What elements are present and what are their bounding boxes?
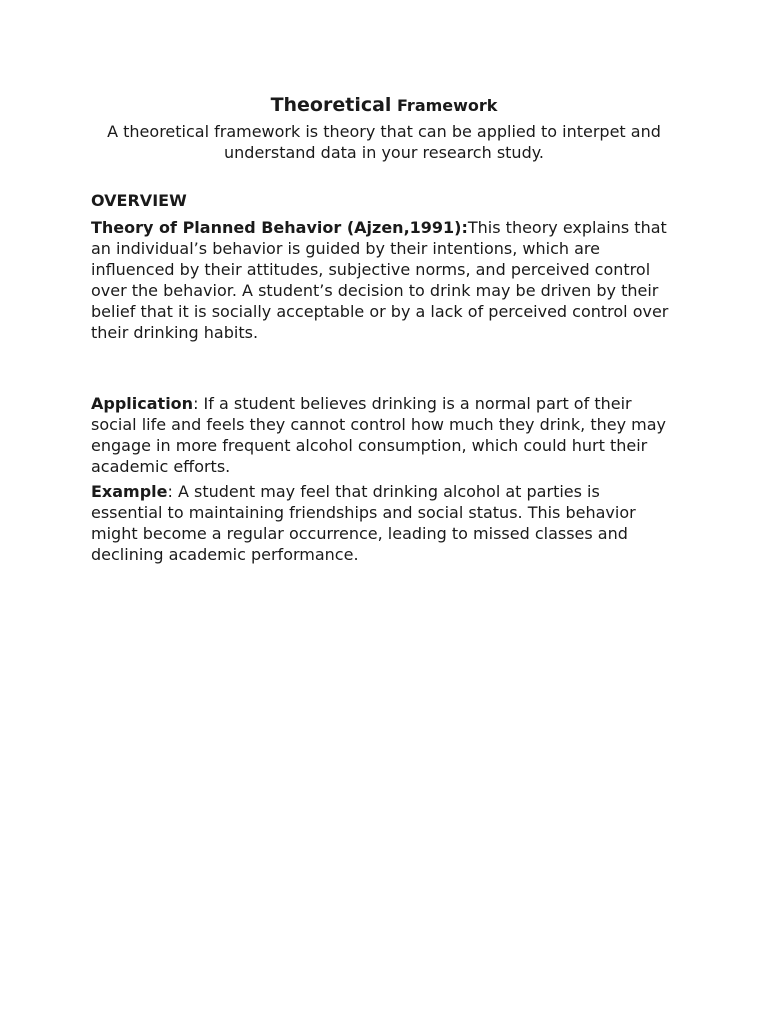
title-part-1: Theoretical bbox=[270, 94, 392, 116]
document-title bbox=[0, 92, 768, 119]
overview-heading: OVERVIEW bbox=[91, 191, 187, 210]
application-label: Application bbox=[91, 394, 194, 413]
theory-label: Theory of Planned Behavior (Ajzen,1991): bbox=[91, 218, 468, 237]
intro-paragraph: A theoretical framework is theory that can be applied to interpet and understand data in your research study. bbox=[107, 122, 661, 162]
application-paragraph bbox=[91, 393, 671, 477]
title-part-2: Framework bbox=[397, 96, 498, 115]
example-label: Example bbox=[91, 482, 168, 501]
example-text: : A student may feel that drinking alcohol at parties is essential to maintaining friendships and social status. This behavior might become a regular occurrence, leading to missed classes and declining academic performance. bbox=[91, 482, 636, 564]
application-text: : If a student believes drinking is a normal part of their social life and feels they cannot control how much they drink, they may engage in more frequent alcohol consumption, which could hurt their academic efforts. bbox=[91, 394, 667, 476]
theory-paragraph bbox=[91, 217, 671, 343]
theory-text: This theory explains that an individual’s behavior is guided by their intentions, which are influenced by their attitudes, subjective norms, and perceived control over the behavior. A student’s decision to drink may be driven by their belief that it is socially acceptable or by a lack of perceived control over their drinking habits. bbox=[91, 218, 669, 342]
example-paragraph bbox=[91, 481, 671, 565]
